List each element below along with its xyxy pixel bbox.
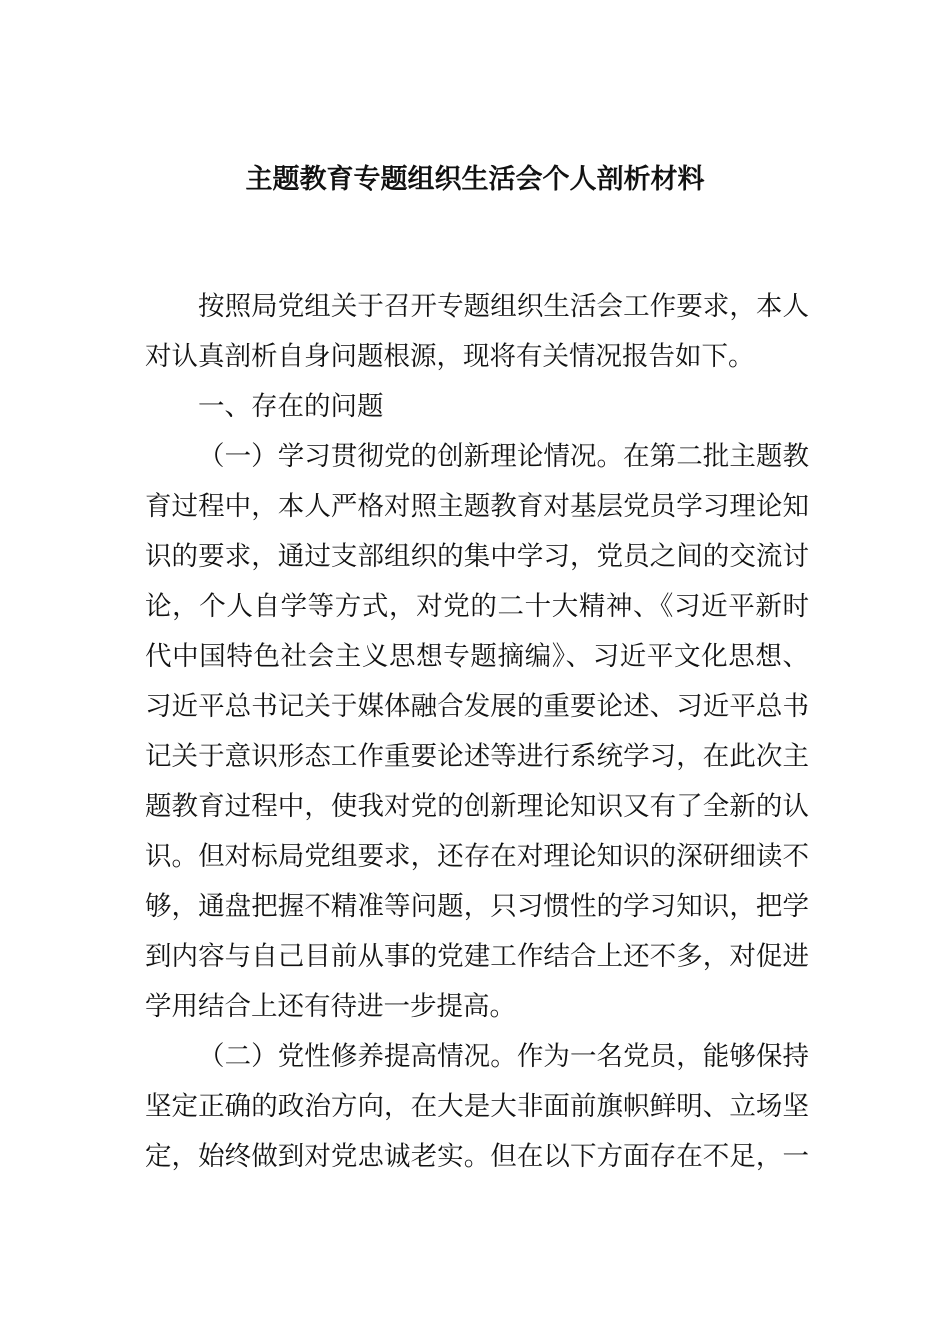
text-line: 识。但对标局党组要求，还存在对理论知识的深研细读不 — [145, 841, 809, 872]
text-line: 坚定正确的政治方向，在大是大非面前旗帜鲜明、立场坚 — [145, 1091, 809, 1122]
text-line: 够，通盘把握不精准等问题，只习惯性的学习知识，把学 — [145, 891, 809, 922]
text-line: （一）学习贯彻党的创新理论情况。在第二批主题教 — [198, 441, 809, 472]
document-body — [145, 282, 809, 1182]
text-line: 识的要求，通过支部组织的集中学习，党员之间的交流讨 — [145, 541, 809, 572]
section-heading: 一、存在的问题 — [198, 391, 384, 422]
text-line: 定，始终做到对党忠诚老实。但在以下方面存在不足，一 — [145, 1141, 809, 1172]
text-line: 对认真剖析自身问题根源，现将有关情况报告如下。 — [145, 341, 755, 372]
text-line: 育过程中，本人严格对照主题教育对基层党员学习理论知 — [145, 491, 809, 522]
text-line: 习近平总书记关于媒体融合发展的重要论述、习近平总书 — [145, 691, 809, 722]
text-line: （二）党性修养提高情况。作为一名党员，能够保持 — [198, 1041, 809, 1072]
document-title: 主题教育专题组织生活会个人剖析材料 — [245, 164, 705, 195]
text-line: 代中国特色社会主义思想专题摘编》、习近平文化思想、 — [145, 641, 809, 672]
text-line: 论，个人自学等方式，对党的二十大精神、《习近平新时 — [145, 591, 809, 622]
text-line: 学用结合上还有待进一步提高。 — [145, 991, 516, 1022]
text-line: 题教育过程中，使我对党的创新理论知识又有了全新的认 — [145, 791, 809, 822]
text-line: 记关于意识形态工作重要论述等进行系统学习，在此次主 — [145, 741, 809, 772]
text-line: 到内容与自己目前从事的党建工作结合上还不多，对促进 — [145, 941, 809, 972]
text-line: 按照局党组关于召开专题组织生活会工作要求，本人 — [198, 291, 809, 322]
